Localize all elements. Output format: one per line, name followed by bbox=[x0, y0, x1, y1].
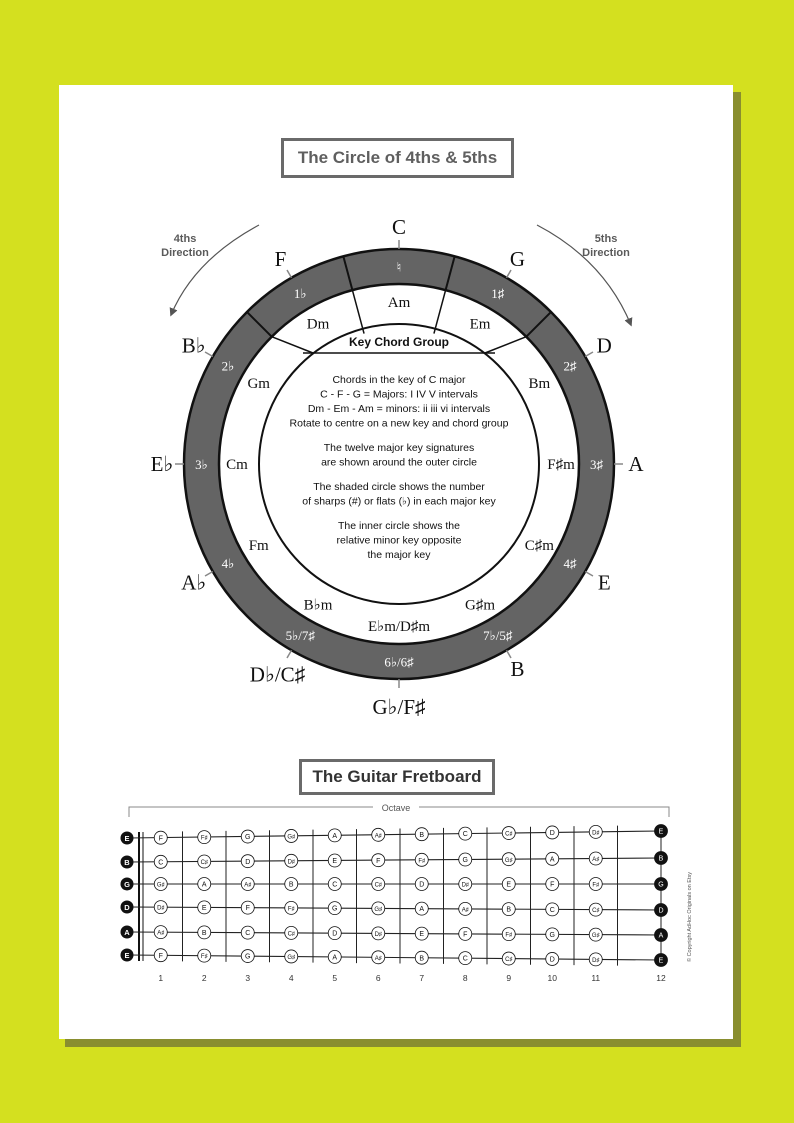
fret-note-label: G bbox=[245, 953, 251, 961]
fret-note-label: G bbox=[245, 834, 251, 842]
fret-note bbox=[459, 853, 472, 866]
fifths-direction-label: 5ths bbox=[594, 233, 618, 245]
guitar-fretboard bbox=[59, 85, 733, 1039]
open-string-note bbox=[121, 901, 134, 914]
fret-note-label: C♯ bbox=[505, 957, 513, 964]
copyright-text: © Copyright AdHoc Originals on Etsy bbox=[687, 872, 693, 962]
fret-note bbox=[154, 878, 167, 891]
fret-number: 12 bbox=[656, 973, 666, 983]
fret-note bbox=[589, 878, 602, 891]
fret-note-label: A♯ bbox=[374, 955, 382, 962]
fret-note bbox=[241, 901, 254, 914]
fret-note-label: F bbox=[245, 905, 250, 913]
fret-note-label: D bbox=[245, 858, 251, 866]
key-signature-label: 4♭ bbox=[221, 555, 235, 571]
fret-note-label: B bbox=[506, 906, 512, 914]
fret-note-label: G bbox=[658, 881, 664, 889]
circle-title: The Circle of 4ths & 5ths bbox=[281, 138, 514, 178]
fret-note bbox=[285, 829, 298, 842]
fret-note-label: C bbox=[549, 906, 555, 914]
fret-note bbox=[154, 949, 167, 962]
info-line: Chords in the key of C major bbox=[332, 374, 466, 386]
key-signature-label: 6♭/6♯ bbox=[384, 654, 414, 670]
fret-note bbox=[285, 854, 298, 867]
fret-note bbox=[655, 825, 668, 838]
open-string-note bbox=[121, 832, 134, 845]
fret-note bbox=[241, 878, 254, 891]
fret-note bbox=[328, 927, 341, 940]
fret-note-label: A♯ bbox=[244, 882, 252, 889]
fret-note bbox=[589, 928, 602, 941]
minor-key-label: Em bbox=[469, 316, 491, 333]
fret-note bbox=[198, 855, 211, 868]
fret-note bbox=[241, 830, 254, 843]
open-string-note bbox=[121, 949, 134, 962]
fret-note-label: B bbox=[201, 929, 207, 937]
fret-note-label: A♯ bbox=[461, 907, 469, 914]
fret-note-label: E bbox=[658, 828, 664, 836]
fret-note-label: F♯ bbox=[287, 906, 295, 913]
fret-note-label: D bbox=[549, 956, 555, 964]
minor-key-label: Dm bbox=[306, 316, 330, 333]
fret-note-label: D bbox=[419, 881, 425, 889]
fret-note-label: B bbox=[288, 881, 294, 889]
fourths-direction-label: 4ths bbox=[173, 233, 197, 245]
fret-note-label: A♯ bbox=[592, 857, 600, 864]
fret-note bbox=[328, 829, 341, 842]
fret-number: 8 bbox=[462, 973, 468, 983]
fret-note-label: D♯ bbox=[374, 931, 382, 938]
fret-number: 5 bbox=[332, 973, 338, 983]
major-key-label: A♭ bbox=[181, 570, 207, 595]
major-key-label: E bbox=[597, 570, 611, 595]
fret-note bbox=[198, 949, 211, 962]
key-signature-label: 2♭ bbox=[221, 358, 235, 374]
fret-note bbox=[655, 878, 668, 891]
open-string-label: D bbox=[124, 903, 130, 912]
key-signature-label: ♮ bbox=[396, 259, 402, 275]
fret-note bbox=[285, 950, 298, 963]
fret-note-label: F bbox=[376, 857, 381, 865]
minor-key-label: C♯m bbox=[524, 538, 554, 554]
fret-note-label: G♯ bbox=[591, 933, 600, 940]
key-signature-label: 1♭ bbox=[293, 285, 307, 301]
fret-note bbox=[415, 878, 428, 891]
fret-note-label: C♯ bbox=[505, 831, 513, 838]
fret-note bbox=[502, 878, 515, 891]
fret-note-label: A♯ bbox=[374, 833, 382, 840]
fret-note-label: F♯ bbox=[200, 954, 208, 961]
fret-note bbox=[241, 926, 254, 939]
open-string-label: B bbox=[124, 858, 130, 867]
fret-note bbox=[546, 852, 559, 865]
fret-note bbox=[198, 926, 211, 939]
fret-note-label: C♯ bbox=[287, 931, 295, 938]
fret-note bbox=[546, 928, 559, 941]
fret-note-label: G♯ bbox=[504, 857, 513, 864]
fret-number: 9 bbox=[506, 973, 512, 983]
fret-note bbox=[502, 928, 515, 941]
fret-note-label: B bbox=[419, 831, 425, 839]
major-key-label: D♭/C♯ bbox=[249, 662, 306, 687]
fret-note bbox=[415, 927, 428, 940]
fret-note-label: G♯ bbox=[287, 834, 296, 841]
info-line: are shown around the outer circle bbox=[321, 456, 477, 469]
fret-note-label: D bbox=[332, 930, 338, 938]
fret-note-label: B bbox=[419, 955, 425, 963]
minor-key-label: Gm bbox=[247, 376, 270, 392]
fret-note bbox=[502, 903, 515, 916]
fifths-direction-label: Direction bbox=[582, 247, 630, 259]
fret-note-label: D♯ bbox=[461, 882, 469, 889]
fret-note-label: C bbox=[245, 930, 251, 938]
fret-number: 3 bbox=[245, 973, 251, 983]
fret-note bbox=[372, 854, 385, 867]
fret-note bbox=[589, 852, 602, 865]
fret-note bbox=[154, 901, 167, 914]
fret-note bbox=[372, 902, 385, 915]
fret-note-label: E bbox=[419, 931, 425, 939]
major-key-label: A bbox=[628, 452, 644, 476]
fret-note bbox=[546, 903, 559, 916]
fret-note-label: G♯ bbox=[156, 882, 165, 889]
fret-note bbox=[415, 951, 428, 964]
fret-note-label: G bbox=[549, 931, 555, 939]
fret-note bbox=[589, 825, 602, 838]
fret-note bbox=[328, 950, 341, 963]
minor-key-label: Fm bbox=[248, 538, 269, 554]
key-chord-group-label: Key Chord Group bbox=[348, 335, 450, 349]
fret-note bbox=[241, 855, 254, 868]
fret-note-label: D bbox=[658, 907, 664, 915]
fret-note bbox=[198, 878, 211, 891]
open-string-note bbox=[121, 856, 134, 869]
fret-note-label: A bbox=[549, 856, 555, 864]
minor-key-label: Am bbox=[387, 295, 411, 311]
fretboard-title: The Guitar Fretboard bbox=[299, 759, 495, 795]
fret-number: 10 bbox=[547, 973, 557, 983]
fret-note-label: F bbox=[158, 835, 163, 843]
fret-note bbox=[655, 852, 668, 865]
fret-note bbox=[589, 953, 602, 966]
fret-note bbox=[459, 827, 472, 840]
fret-number: 1 bbox=[158, 973, 164, 983]
fret-note-label: A bbox=[332, 954, 338, 962]
open-string-label: E bbox=[124, 951, 130, 960]
fret-note-label: D bbox=[549, 830, 555, 838]
fret-note-label: C bbox=[462, 955, 468, 963]
fret-note-label: C♯ bbox=[200, 860, 208, 867]
fret-note bbox=[655, 954, 668, 967]
minor-key-label: E♭m/D♯m bbox=[367, 619, 431, 635]
fret-note bbox=[589, 903, 602, 916]
fret-number: 6 bbox=[375, 973, 381, 983]
fret-note bbox=[655, 929, 668, 942]
fret-note bbox=[372, 951, 385, 964]
fret-note bbox=[459, 952, 472, 965]
fret-number: 11 bbox=[591, 973, 601, 983]
fret-note-label: G bbox=[332, 905, 338, 913]
major-key-label: B bbox=[510, 657, 525, 682]
key-signature-label: 7♭/5♯ bbox=[483, 628, 513, 644]
fret-note bbox=[655, 904, 668, 917]
fret-note bbox=[285, 901, 298, 914]
fret-note-label: C♯ bbox=[592, 908, 600, 915]
fret-note-label: G♯ bbox=[374, 906, 383, 913]
fret-note-label: F♯ bbox=[505, 932, 513, 939]
fret-note bbox=[546, 952, 559, 965]
fret-note bbox=[372, 878, 385, 891]
fret-note bbox=[502, 827, 515, 840]
minor-key-label: Bm bbox=[528, 376, 551, 392]
octave-label: Octave bbox=[381, 803, 411, 813]
fret-note-label: D♯ bbox=[592, 830, 600, 837]
fret-number: 4 bbox=[288, 973, 294, 983]
minor-key-label: B♭m bbox=[303, 597, 333, 614]
fret-note bbox=[154, 926, 167, 939]
fret-note-label: A bbox=[419, 906, 425, 914]
key-signature-label: 5♭/7♯ bbox=[285, 628, 315, 644]
major-key-label: B♭ bbox=[181, 333, 206, 358]
fret-note-label: D♯ bbox=[157, 905, 165, 912]
fourths-direction-label: Direction bbox=[161, 247, 209, 259]
fret-note-label: C bbox=[462, 831, 468, 839]
major-key-label: E♭ bbox=[150, 452, 174, 476]
fret-note-label: F bbox=[550, 881, 555, 889]
key-signature-label: 3♯ bbox=[590, 457, 603, 472]
fret-note-label: F♯ bbox=[200, 835, 208, 842]
open-string-label: E bbox=[124, 834, 130, 843]
fret-note-label: F bbox=[463, 931, 468, 939]
fret-note-label: E bbox=[658, 957, 664, 965]
fret-note bbox=[372, 828, 385, 841]
fret-note bbox=[502, 853, 515, 866]
fret-note-label: A bbox=[332, 832, 338, 840]
fret-note bbox=[328, 878, 341, 891]
info-line: Rotate to centre on a new key and chord group bbox=[289, 417, 509, 430]
fret-note-label: F bbox=[158, 952, 163, 960]
open-string-label: A bbox=[124, 928, 130, 937]
fret-note bbox=[241, 950, 254, 963]
fret-number: 7 bbox=[419, 973, 425, 983]
fret-note bbox=[285, 878, 298, 891]
fret-note-label: C bbox=[332, 881, 338, 889]
fret-note bbox=[154, 831, 167, 844]
fret-note bbox=[546, 878, 559, 891]
key-signature-label: 2♯ bbox=[563, 358, 577, 374]
major-key-label: G bbox=[509, 246, 526, 271]
info-line: of sharps (#) or flats (♭) in each major key bbox=[302, 495, 496, 508]
fret-note-label: D♯ bbox=[592, 957, 600, 964]
info-line: The inner circle shows the bbox=[338, 520, 460, 532]
info-line: C - F - G = Majors: I IV V intervals bbox=[320, 388, 478, 401]
fret-note bbox=[459, 927, 472, 940]
info-line: the major key bbox=[367, 549, 431, 561]
fret-note bbox=[372, 927, 385, 940]
fret-note bbox=[415, 902, 428, 915]
fret-note-label: C♯ bbox=[374, 882, 382, 889]
poster-page bbox=[59, 85, 733, 1039]
major-key-label: D bbox=[596, 333, 612, 358]
fret-note-label: E bbox=[201, 904, 207, 912]
fret-note bbox=[459, 878, 472, 891]
info-line: relative minor key opposite bbox=[336, 534, 462, 547]
fret-note bbox=[415, 853, 428, 866]
fret-note bbox=[415, 828, 428, 841]
major-key-label: C bbox=[391, 215, 407, 239]
fret-note-label: B bbox=[658, 855, 664, 863]
minor-key-label: Cm bbox=[226, 457, 248, 473]
fret-note-label: C bbox=[158, 859, 164, 867]
fret-note bbox=[328, 854, 341, 867]
fret-note bbox=[546, 826, 559, 839]
fret-note-label: A♯ bbox=[157, 930, 165, 937]
fret-note bbox=[154, 855, 167, 868]
fret-note-label: A bbox=[201, 881, 207, 889]
fret-number: 2 bbox=[201, 973, 207, 983]
fret-note bbox=[459, 902, 472, 915]
fret-note-label: F♯ bbox=[418, 858, 426, 865]
major-key-label: G♭/F♯ bbox=[372, 695, 426, 719]
info-line: Dm - Em - Am = minors: ii iii vi intervals bbox=[307, 403, 491, 415]
major-key-label: F bbox=[274, 246, 287, 271]
fret-note bbox=[198, 831, 211, 844]
fret-note bbox=[502, 952, 515, 965]
open-string-note bbox=[121, 926, 134, 939]
info-line: The twelve major key signatures bbox=[323, 442, 475, 454]
fret-note bbox=[198, 901, 211, 914]
fret-note-label: F♯ bbox=[592, 882, 600, 889]
fret-note-label: E bbox=[332, 858, 338, 866]
key-signature-label: 1♯ bbox=[491, 285, 505, 301]
info-line: The shaded circle shows the number bbox=[313, 481, 485, 493]
open-string-note bbox=[121, 878, 134, 891]
fret-note-label: G bbox=[462, 857, 468, 865]
minor-key-label: F♯m bbox=[547, 457, 575, 473]
minor-key-label: G♯m bbox=[465, 597, 495, 614]
fret-note-label: G♯ bbox=[287, 955, 296, 962]
fret-note bbox=[328, 902, 341, 915]
fret-note-label: E bbox=[506, 881, 512, 889]
open-string-label: G bbox=[124, 880, 130, 889]
key-signature-label: 3♭ bbox=[195, 457, 208, 472]
key-signature-label: 4♯ bbox=[563, 555, 577, 571]
fret-note bbox=[285, 926, 298, 939]
fret-note-label: D♯ bbox=[287, 859, 295, 866]
fret-note-label: A bbox=[658, 932, 664, 940]
